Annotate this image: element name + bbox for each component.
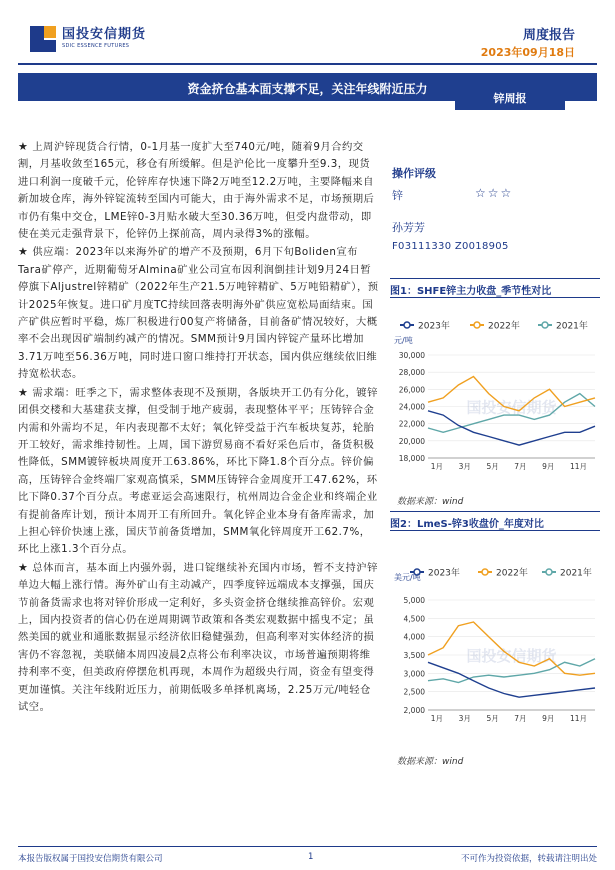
fig1-xtick-label: 1月 [430,462,444,471]
fig2-legend-label: 2021年 [560,568,592,579]
fig1-ytick-label: 28,000 [398,368,425,378]
report-type: 周度报告 [522,28,575,43]
fig2-ytick-label: 4,000 [403,632,425,642]
paragraph-1 [18,138,380,243]
fig2-xtick-label: 9月 [542,714,555,723]
fig2-ytick-label: 3,000 [403,669,425,679]
fig1-source: 数据来源：wind [397,497,464,507]
fig1-xtick-label: 9月 [542,462,555,471]
star-bullet-icon: ★ [18,385,29,399]
logo-name: 国投安信期货 [62,27,147,42]
paragraph-4 [18,559,380,717]
fig2-xtick-label: 3月 [458,714,471,723]
rating-item: 锌 [392,189,403,202]
fig2-ytick-label: 2,000 [403,706,425,715]
fig2-unit-label: 美元/吨 [394,573,421,582]
page-number: 1 [308,852,314,862]
logo-name-en: SDIC ESSENCE FUTURES [62,43,130,49]
fig2-xtick-label: 1月 [430,714,444,723]
fig1-ytick-label: 20,000 [398,436,425,446]
rating-stars: ☆☆☆ [475,186,514,200]
fig1-ytick-label: 24,000 [398,402,425,412]
company-logo [30,26,146,52]
footer-copyright: 本报告版权属于国投安信期货有限公司 [18,854,163,864]
fig2-legend-label: 2022年 [496,568,528,579]
fig2-legend-marker [482,569,488,575]
fig1-ytick-label: 26,000 [398,385,425,395]
fig2-ytick-label: 4,500 [403,614,425,624]
fig2-watermark: 国投安信期货 [466,647,557,665]
fig2-top-rule [390,511,600,512]
fig2-ytick-label: 3,500 [403,651,425,660]
fig1-ytick-label: 30,000 [398,351,425,360]
star-bullet-icon: ★ [18,245,29,259]
report-title: 资金挤仓基本面支撑不足，关注年线附近压力 [187,82,428,96]
report-body [18,138,380,716]
fig2-legend-marker [546,569,552,575]
fig1-ytick-label: 18,000 [398,454,425,463]
fig1-title: 图1：SHFE锌主力收盘_季节性对比 [390,286,552,297]
fig1-xtick-label: 3月 [458,462,471,471]
fig1-xtick-label: 11月 [569,462,587,471]
fig2-xtick-label: 11月 [569,714,587,723]
header-divider [18,63,597,65]
fig2-chart [390,560,605,750]
footer-divider [18,846,597,847]
paragraph-text: 上周沪锌现货合行情，0-1月基一度扩大至740元/吨，随着9月合约交割，月基收敛至165元，移仓有所缓解。但是沪伦比一度攀升至9.3，现货进口利润一度破千元，伦锌库存快速下降2万吨至12.2万吨，主要降幅来自新加坡仓库，海外锌锭流转至国内可能大，由于海外需求不足，市场预期后市仍有集中交仓，LME锌0-3月贴水破大至30.36万吨，但受内盘带动，即使在美元走强背景下，伦锌仍上探前高，周内录得3%的涨幅。 [18,141,375,241]
fig1-legend-marker [474,322,480,328]
paragraph-2 [18,243,380,383]
fig1-unit-label: 元/吨 [394,336,413,345]
star-bullet-icon: ★ [18,140,29,153]
fig1-chart [390,303,605,488]
paragraph-text: 供应端：2023年以来海外矿的增产不及预期，6月下旬Boliden宣布Tara矿停产，近期葡萄牙Almina矿业公司宣布因利润倒挂计划9月24日暂停旗下Aljustrel锌精矿（2022年生产21.5万吨锌精矿、5万吨铅精矿），预计2025年恢复。进口矿月度TC持续回落表明海外矿供应宽松局面结束。国产矿供应暂时平稳，炼厂积极进行00复产将储备，目前备矿情况较好，大概率不会出现因矿端制约减产的情况。SMM预计9月国内锌锭产量环比增加3.71万吨至56.36万吨，同时进口窗口维持打开状态，国内供应继续依旧维持宽松状态。 [18,246,379,381]
paragraph-3 [18,384,380,559]
analyst-id: F03111330 Z0018905 [392,241,509,252]
fig1-legend-marker [404,322,410,328]
logo-icon [30,26,56,52]
fig1-top-rule [390,278,600,279]
fig2-ytick-label: 2,500 [403,687,425,697]
fig2-legend-label: 2023年 [428,568,460,579]
rating-label: 操作评级 [392,167,436,180]
fig1-watermark: 国投安信期货 [466,398,557,417]
paragraph-text: 总体而言，基本面上内强外弱，进口锭继续补充国内市场，暂不支持沪锌单边大幅上涨行情。海外矿山有主动减产，四季度锌远端成本支撑强，国庆节前备货需求也将对锌价形成一定利好，多头资金挤仓继续推高锌价。宏观上，国内投资者的信心仍在逆周期调节政策和各类宏观数据中摇曳不定；虽然美国的就业和通胀数据显示经济依旧稳健强劲，但高利率对实体经济的损害仍不容忽视，美联储本周四凌晨2点将公布利率决议，市场普遍预期将维持利率不变，但美政府停摆危机再现，本周作为超级央行周，资金有望变得更加谨慎。关注年线附近压力，前期低吸多单择机离场，2.25万元/吨轻仓试空。 [18,561,378,713]
fig1-title-rule [390,297,600,298]
fig1-ytick-label: 22,000 [398,419,425,429]
fig2-xtick-label: 7月 [514,714,527,723]
fig1-legend-marker [542,322,548,328]
fig1-legend-label: 2022年 [488,321,520,332]
fig1-legend-label: 2023年 [418,321,450,332]
fig1-xtick-label: 7月 [514,462,527,471]
fig2-title-rule [390,530,600,531]
report-tag: 锌周报 [455,88,565,110]
fig1-xtick-label: 5月 [486,462,499,471]
fig1-legend-label: 2021年 [556,321,588,332]
star-bullet-icon: ★ [18,560,29,574]
report-date: 2023年09月18日 [480,46,575,59]
fig2-source: 数据来源：wind [397,757,464,767]
fig2-title: 图2：LmeS-锌3收盘价_年度对比 [390,519,544,530]
footer-disclaimer: 不可作为投资依据，转载请注明出处 [460,854,597,864]
fig2-ytick-label: 5,000 [403,596,425,605]
fig2-xtick-label: 5月 [486,714,499,723]
analyst-name: 孙芳芳 [392,221,425,234]
paragraph-text: 需求端：旺季之下，需求整体表现不及预期，各版块开工仍有分化，镀锌团俱交楼和大基建获支撑，但受制于地产疲弱，表现整体平平；压铸锌合金内需和外需均不足，年内表现都不太好；氧化锌受益于汽车板块复苏，轮胎开工较好，需求维持韧性。上周，国下游贸易商不看好采色后市，备货积极性降低，SMM镀锌板块周度开工63.86%，环比下降1.8个百分点。锌价偏高，压铸锌合金终端厂家观高慎采，SMM压铸锌合金周度开工47.62%，环比下降0.37个百分点。考虑亚运会高速限行，杭州周边合金企业和终端企业有提前备库计划，预计本周开工有所回升。氧化锌企业本身有备库需求，加上担心锌价快速上涨，国庆节前备货增加，SMM氧化锌周度开工62.7%，环比上涨1.3个百分点。 [18,386,378,556]
